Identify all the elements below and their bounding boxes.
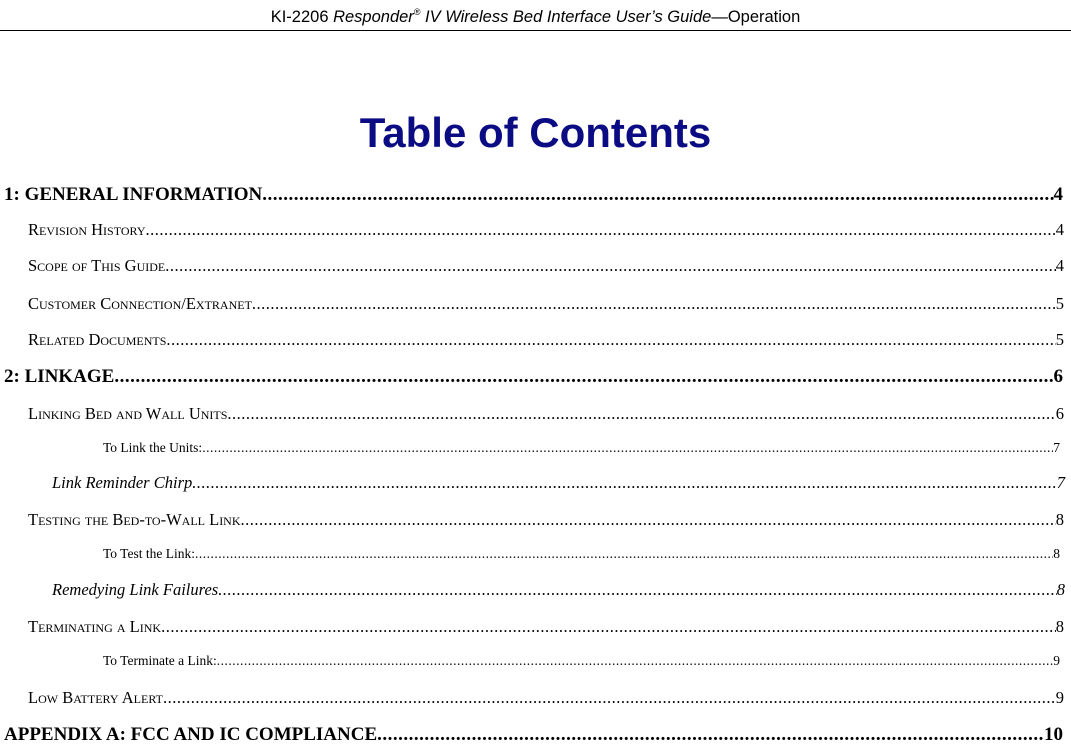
toc-entry[interactable] [4,724,1063,746]
toc-entry[interactable] [103,653,1060,669]
toc-entry-page-number: 5 [1055,330,1064,349]
dot-leader [192,473,1057,493]
toc-entry-page-number: 4 [1055,256,1064,275]
toc-entry-page-number: 8 [1055,617,1064,636]
toc-entry[interactable] [52,473,1065,493]
toc-entry[interactable] [28,220,1064,240]
toc-entry[interactable] [52,580,1065,600]
toc-entry-page-number: 7 [1053,440,1060,455]
dot-leader [195,546,1053,562]
toc-entry-page-number: 10 [1044,724,1063,745]
toc-entry[interactable] [4,184,1063,206]
toc-entry-label: Customer Connection/Extranet [28,294,252,313]
toc-entry-page-number: 8 [1053,546,1060,561]
toc-entry-page-number: 7 [1056,473,1065,492]
dot-leader [217,653,1054,669]
toc-entry[interactable] [28,404,1064,424]
toc-entry-page-number: 8 [1056,580,1065,599]
toc-entry[interactable] [28,510,1064,530]
toc-entry[interactable] [28,688,1064,708]
dot-leader [202,440,1053,456]
toc-entry-page-number: 6 [1055,404,1064,423]
toc-entry[interactable] [4,366,1063,388]
toc-entry[interactable] [103,546,1060,562]
toc-entry[interactable] [28,330,1064,350]
toc-entry-label: 2: LINKAGE [4,366,115,387]
toc-entry-page-number: 8 [1055,510,1064,529]
toc-entry-label: To Test the Link: [103,546,195,561]
toc-entry[interactable] [103,440,1060,456]
dot-leader [161,617,1056,637]
toc-entry-page-number: 5 [1055,294,1064,313]
header-prefix: KI-2206 [270,8,334,26]
page-title: Table of Contents [359,109,712,156]
toc-entry-label: Linking Bed and Wall Units [28,404,228,423]
toc-entry-label: To Link the Units: [103,440,203,455]
toc-entry-page-number: 4 [1053,184,1063,205]
toc-entry-label: Scope of This Guide [28,256,166,275]
dot-leader [241,510,1056,530]
toc-entry-label: Testing the Bed-to-Wall Link [28,510,241,529]
dot-leader [377,724,1044,746]
header-section: —Operation [711,8,801,26]
toc-entry-label: Low Battery Alert [28,688,163,707]
toc-entry-label: 1: GENERAL INFORMATION [4,184,263,205]
toc-entry-label: APPENDIX A: FCC AND IC COMPLIANCE [4,724,378,745]
toc-entry-page-number: 9 [1055,688,1064,707]
header-product: Responder [333,8,414,26]
dot-leader [262,184,1053,206]
header-guide: IV Wireless Bed Interface User’s Guide [420,8,712,26]
toc-entry[interactable] [28,256,1064,276]
dot-leader [146,220,1056,240]
toc-entry-label: Link Reminder Chirp [52,473,193,492]
toc-entry-page-number: 6 [1053,366,1063,387]
toc-entry[interactable] [28,294,1064,314]
dot-leader [252,294,1056,314]
toc-entry[interactable] [28,617,1064,637]
toc-entry-label: Revision History [28,220,146,239]
dot-leader [114,366,1053,388]
dot-leader [163,688,1056,708]
toc-entry-page-number: 9 [1053,653,1060,668]
toc-entry-label: To Terminate a Link: [103,653,217,668]
dot-leader [165,256,1055,276]
dot-leader [227,404,1055,424]
toc-entry-label: Remedying Link Failures [52,580,219,599]
toc-entry-page-number: 4 [1055,220,1064,239]
registered-mark: ® [413,7,421,17]
toc-entry-label: Terminating a Link [28,617,162,636]
toc-entry-label: Related Documents [28,330,167,349]
dot-leader [218,580,1057,600]
dot-leader [166,330,1055,350]
